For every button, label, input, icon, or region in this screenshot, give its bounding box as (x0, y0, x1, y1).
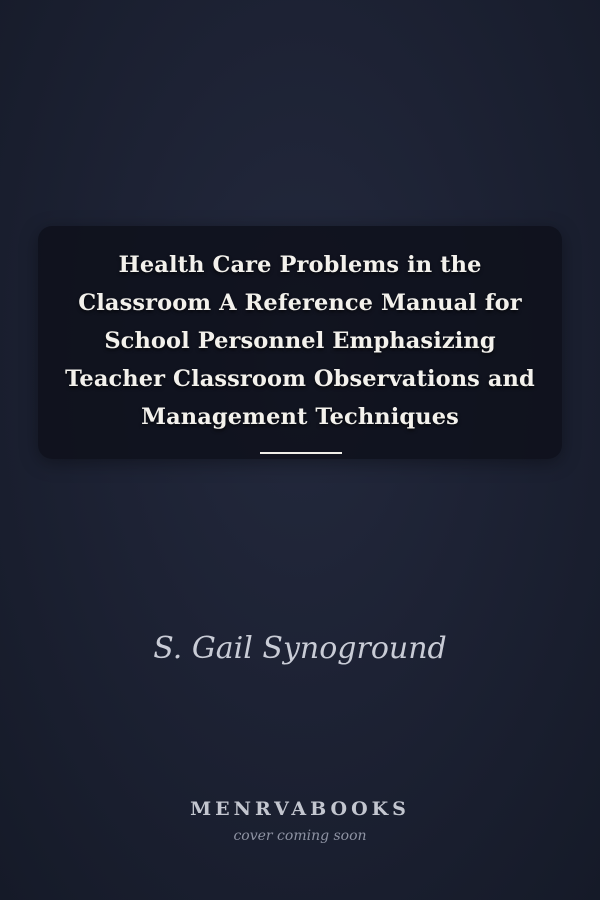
book-title: Health Care Problems in the Classroom A Reference Manual for School Personnel Emphasizing Teacher Classroom Observations and Management Techniques (65, 252, 535, 430)
cover-note: cover coming soon (233, 828, 367, 844)
title-divider (260, 452, 342, 454)
publisher-name: MENRVABOOKS (190, 798, 410, 820)
title-panel (38, 226, 562, 459)
book-author: S. Gail Synoground (153, 631, 447, 666)
